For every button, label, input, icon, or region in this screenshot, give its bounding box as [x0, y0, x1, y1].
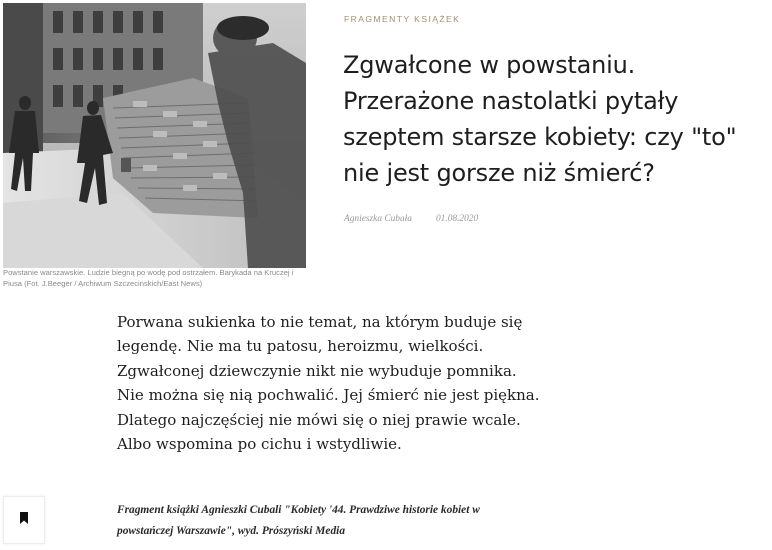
article-author[interactable]: Agnieszka Cubała [344, 214, 412, 224]
article-title: Zgwałcone w powstaniu. Przerażone nastolatki pytały szeptem starsze kobiety: czy "to" nie jest gorsze niż śmierć? [343, 51, 737, 187]
photo-caption: Powstanie warszawskie. Ludzie biegną po wodę pod ostrzałem. Barykada na Kruczej i Piusa (Fot. J.Beeger / Archiwum Szczecinskich/East News) [3, 268, 294, 288]
article-lead: Porwana sukienka to nie temat, na którym buduje się legendę. Nie ma tu patosu, heroizmu, wielkości. Zgwałconej dziewczynie nikt nie wybuduje pomnika. Nie można się nią pochwalić. Jej śmierć nie jest piękna. Dlatego najczęściej nie mówi się o niej prawie wcale. Albo wspomina po cichu i wstydliwie. [117, 313, 540, 454]
barricade-photo-image [3, 3, 306, 268]
bookmark-button[interactable] [3, 496, 45, 544]
article-category[interactable]: FRAGMENTY KSIĄŻEK [344, 14, 461, 24]
article-photo[interactable] [3, 3, 306, 268]
bookmark-icon [20, 511, 28, 529]
book-source-note: Fragment książki Agnieszki Cubali "Kobiety '44. Prawdziwe historie kobiet w powstańczej Warszawie", wyd. Prószyński Media [117, 504, 480, 537]
article-date: 01.08.2020 [435, 214, 479, 224]
article-meta [344, 214, 478, 224]
